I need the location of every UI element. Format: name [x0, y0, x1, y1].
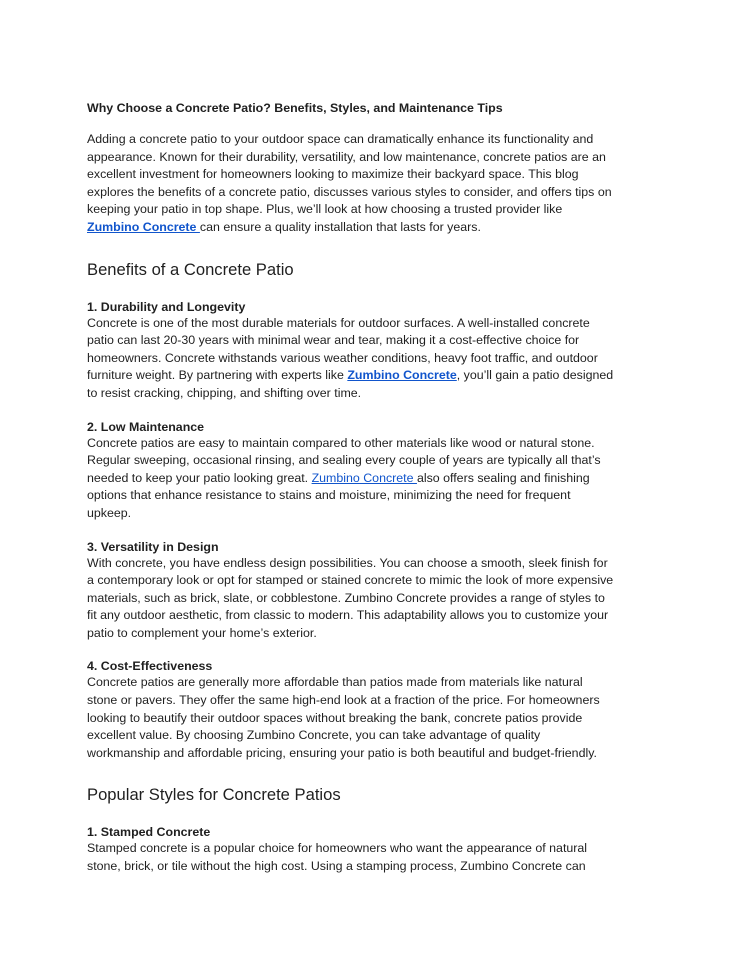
cost-heading: 4. Cost-Effectiveness [87, 659, 213, 674]
maintenance-line: Concrete patios are easy to maintain compared to other materials like wood or natural stone. [87, 435, 595, 450]
maintenance-line: options that enhance resistance to stains and moisture, minimizing the need for frequent [87, 488, 571, 503]
intro-line: keeping your patio in top shape. Plus, we’ll look at how choosing a trusted provider like [87, 202, 563, 217]
cost-line: workmanship and affordable pricing, ensuring your patio is both beautiful and budget-friendly. [87, 745, 597, 760]
zumbino-concrete-link[interactable]: Zumbino Concrete [311, 470, 417, 485]
intro-line: Adding a concrete patio to your outdoor space can dramatically enhance its functionality and [87, 132, 594, 146]
versatility-line: fit any outdoor aesthetic, from classic to modern. This adaptability allows you to customize your [87, 608, 609, 623]
versatility-line: materials, such as brick, slate, or cobblestone. Zumbino Concrete provides a range of styles to [87, 590, 605, 605]
cost-paragraph [87, 674, 647, 762]
zumbino-concrete-link[interactable]: Zumbino Concrete [87, 219, 200, 234]
intro-line: explores the benefits of a concrete patio, discusses various styles to consider, and offers tips on [87, 184, 612, 199]
document-page [87, 100, 647, 876]
maintenance-line-end: also offers sealing and finishing [416, 470, 590, 485]
maintenance-line-with-link [87, 470, 647, 488]
cost-line: excellent value. By choosing Zumbino Concrete, you can take advantage of quality [87, 728, 541, 743]
benefits-heading: Benefits of a Concrete Patio [87, 259, 294, 279]
durability-line: to resist cracking, chipping, and shifting over time. [87, 385, 362, 400]
maintenance-line: Regular sweeping, occasional rinsing, and sealing every couple of years are typically all that’s [87, 453, 601, 468]
intro-line-with-link [87, 219, 647, 237]
versatility-line: a contemporary look or opt for stamped or stained concrete to mimic the look of more expensive [87, 573, 614, 588]
maintenance-paragraph [87, 435, 647, 523]
zumbino-concrete-link[interactable]: Zumbino Concrete [347, 368, 457, 383]
maintenance-line-start: needed to keep your patio looking great. [87, 470, 312, 485]
versatility-line: With concrete, you have endless design possibilities. You can choose a smooth, sleek finish for [87, 555, 608, 570]
intro-line-end: can ensure a quality installation that lasts for years. [199, 219, 481, 234]
intro-line: appearance. Known for their durability, versatility, and low maintenance, concrete patios are an [87, 149, 606, 164]
stamped-heading: 1. Stamped Concrete [87, 825, 211, 840]
versatility-line: patio to complement your home’s exterior. [87, 625, 317, 640]
durability-line-start: furniture weight. By partnering with experts like [87, 368, 348, 383]
intro-paragraph [87, 131, 647, 237]
maintenance-heading: 2. Low Maintenance [87, 419, 205, 434]
cost-line: looking to beautify their outdoor spaces without breaking the bank, concrete patios provide [87, 710, 583, 725]
durability-line: Concrete is one of the most durable materials for outdoor surfaces. A well-installed concrete [87, 315, 590, 330]
durability-line-with-link [87, 367, 647, 385]
cost-line: Concrete patios are generally more affordable than patios made from materials like natural [87, 675, 583, 690]
styles-heading: Popular Styles for Concrete Patios [87, 785, 341, 805]
maintenance-line: upkeep. [87, 505, 132, 520]
durability-heading: 1. Durability and Longevity [87, 299, 246, 314]
stamped-line: Stamped concrete is a popular choice for homeowners who want the appearance of natural [87, 841, 588, 856]
stamped-line: stone, brick, or tile without the high cost. Using a stamping process, Zumbino Concrete can [87, 859, 586, 874]
durability-line: homeowners. Concrete withstands various weather conditions, heavy foot traffic, and outdoor [87, 350, 598, 365]
versatility-paragraph [87, 555, 647, 643]
document-title: Why Choose a Concrete Patio? Benefits, Styles, and Maintenance Tips [87, 101, 503, 115]
durability-line-end: , you’ll gain a patio designed [456, 368, 614, 383]
durability-line: patio can last 20-30 years with minimal wear and tear, making it a cost-effective choice for [87, 333, 580, 348]
cost-line: stone or pavers. They offer the same high-end look at a fraction of the price. For homeowners [87, 693, 600, 708]
stamped-paragraph [87, 840, 647, 875]
intro-line: excellent investment for homeowners looking to maximize their backyard space. This blog [87, 167, 579, 182]
versatility-heading: 3. Versatility in Design [87, 539, 219, 554]
durability-paragraph [87, 315, 647, 403]
